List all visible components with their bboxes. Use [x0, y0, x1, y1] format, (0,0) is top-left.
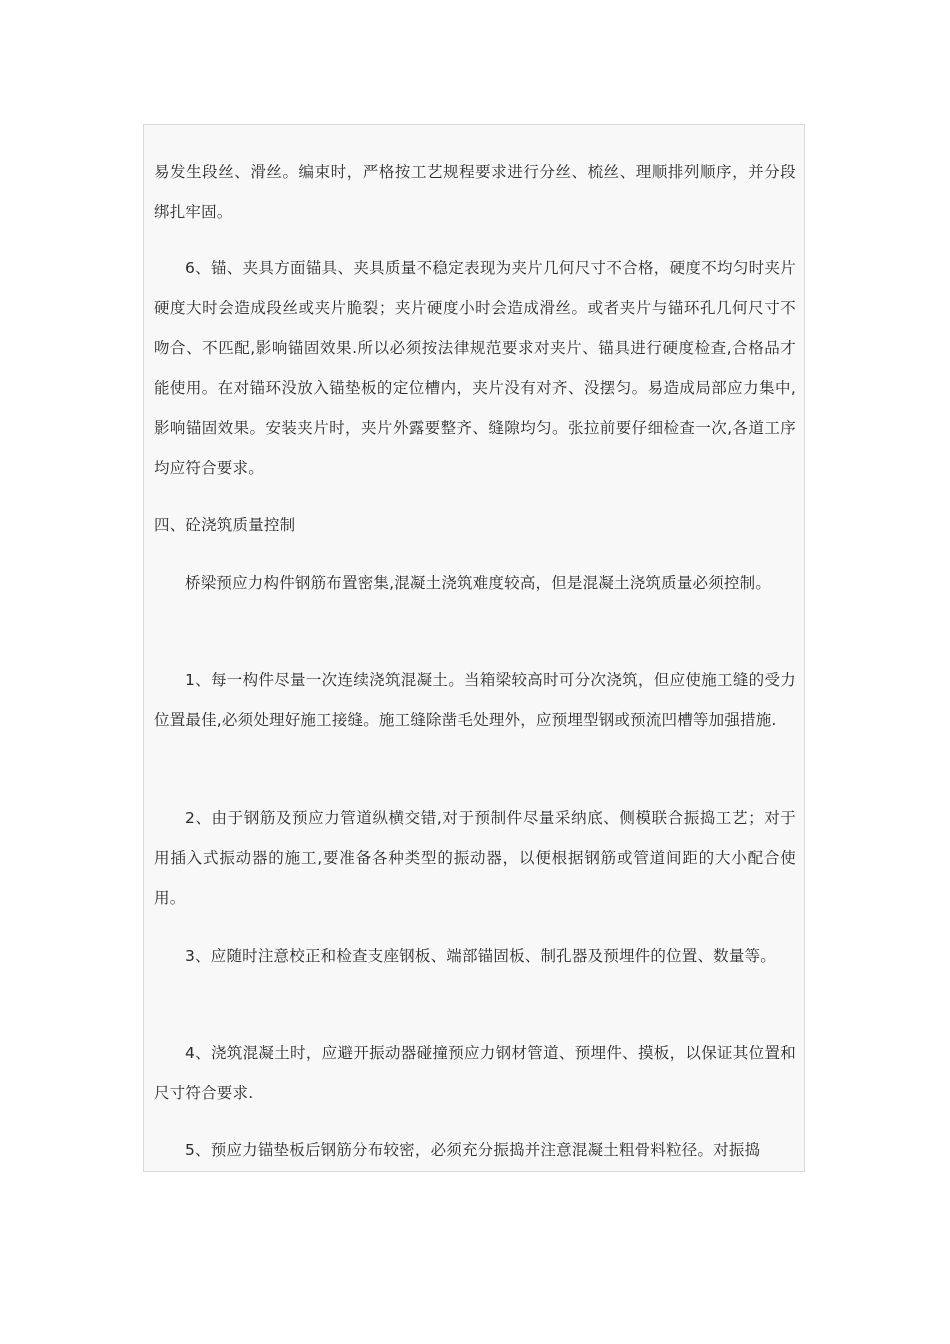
paragraph-item-2: 2、由于钢筋及预应力管道纵横交错,对于预制件尽量采纳底、侧模联合振捣工艺；对于用插入式振动器的施工,要准备各种类型的振动器，以便根据钢筋或管道间距的大小配合使用。: [154, 809, 796, 907]
paragraph-wire-bundling: 易发生段丝、滑丝。编束时，严格按工艺规程要求进行分丝、梳丝、理顺排列顺序，并分段绑扎牢固。: [154, 163, 796, 221]
paragraph-item-4: 4、浇筑混凝土时，应避开振动器碰撞预应力钢材管道、预埋件、摸板，以保证其位置和尺寸符合要求.: [154, 1044, 796, 1102]
section-heading-concrete-pouring: 四、砼浇筑质量控制: [154, 516, 296, 534]
document-content-box: [143, 124, 805, 1172]
paragraph-item-5: 5、预应力锚垫板后钢筋分布较密，必须充分振捣并注意混凝土粗骨料粒径。对振捣: [185, 1141, 761, 1159]
paragraph-item-3: 3、应随时注意校正和检查支座钢板、端部锚固板、制孔器及预埋件的位置、数量等。: [185, 947, 776, 965]
paragraph-anchor-clip-quality: 6、锚、夹具方面锚具、夹具质量不稳定表现为夹片几何尺寸不合格，硬度不均匀时夹片硬度大时会造成段丝或夹片脆裂；夹片硬度小时会造成滑丝。或者夹片与锚环孔几何尺寸不吻合、不匹配,影响锚固效果.所以必须按法律规范要求对夹片、锚具进行硬度检查,合格品才能使用。在对锚环没放入锚垫板的定位槽内，夹片没有对齐、没摆匀。易造成局部应力集中,影响锚固效果。安装夹片时，夹片外露要整齐、缝隙均匀。张拉前要仔细检查一次,各道工序均应符合要求。: [154, 259, 796, 477]
paragraph-concrete-intro: 桥梁预应力构件钢筋布置密集,混凝土浇筑难度较高，但是混凝土浇筑质量必须控制。: [185, 574, 772, 592]
paragraph-item-1: 1、每一构件尽量一次连续浇筑混凝土。当箱梁较高时可分次浇筑，但应使施工缝的受力位置最佳,必须处理好施工接缝。施工缝除凿毛处理外，应预埋型钢或预流凹槽等加强措施.: [154, 671, 796, 729]
